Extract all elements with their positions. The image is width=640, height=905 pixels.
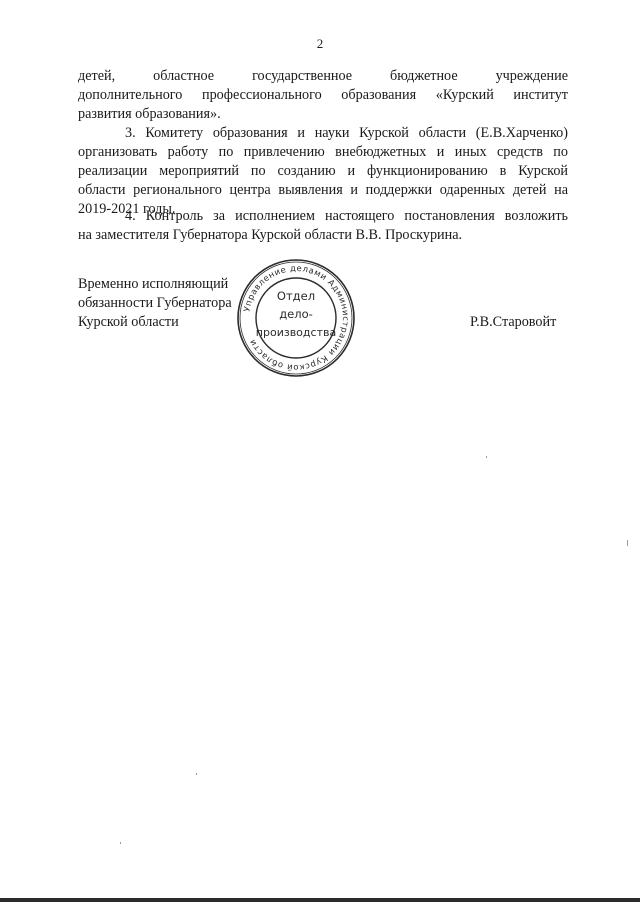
text-line: на заместителя Губернатора Курской области В.В. Проскурина. — [78, 227, 463, 243]
paragraph-continuation — [78, 67, 568, 124]
text-line: области регионального центра выявления и поддержки одаренных детей на — [78, 182, 568, 198]
scan-speck — [627, 540, 628, 546]
text-line: 4. Контроль за исполнением настоящего постановления возложить — [125, 208, 568, 224]
signatory-title-line: Временно исполняющий — [78, 276, 229, 292]
paragraph-item-4 — [78, 207, 568, 245]
signatory-title-line: Курской области — [78, 314, 179, 330]
signatory-title — [78, 275, 258, 332]
text-line: развития образования». — [78, 106, 221, 122]
stamp-inner-line: дело- — [279, 307, 313, 321]
office-stamp — [234, 256, 358, 380]
text-line: детей, областное государственное бюджетное учреждение — [78, 68, 568, 84]
scan-speck — [196, 773, 197, 775]
stamp-ring-text: Управление делами Администрации Курской области — [241, 262, 352, 374]
text-line: 3. Комитету образования и науки Курской области (Е.В.Харченко) — [125, 125, 568, 141]
text-line: дополнительного профессионального образования «Курский институт — [78, 87, 568, 103]
signatory-title-line: обязанности Губернатора — [78, 295, 232, 311]
paragraph-item-3 — [78, 124, 568, 219]
text-line: 2019-2021 годы. — [78, 201, 176, 217]
scan-speck — [120, 842, 121, 844]
text-line: организовать работу по привлечению внебюджетных и иных средств по — [78, 144, 568, 160]
stamp-inner-line: производства — [255, 326, 337, 339]
scan-edge-bar — [0, 898, 640, 902]
text-line: реализации мероприятий по созданию и функционированию в Курской — [78, 163, 568, 179]
signatory-name: Р.В.Старовойт — [470, 314, 557, 330]
scan-speck — [486, 456, 487, 458]
page-number: 2 — [316, 36, 324, 51]
stamp-inner-line: Отдел — [276, 289, 316, 303]
